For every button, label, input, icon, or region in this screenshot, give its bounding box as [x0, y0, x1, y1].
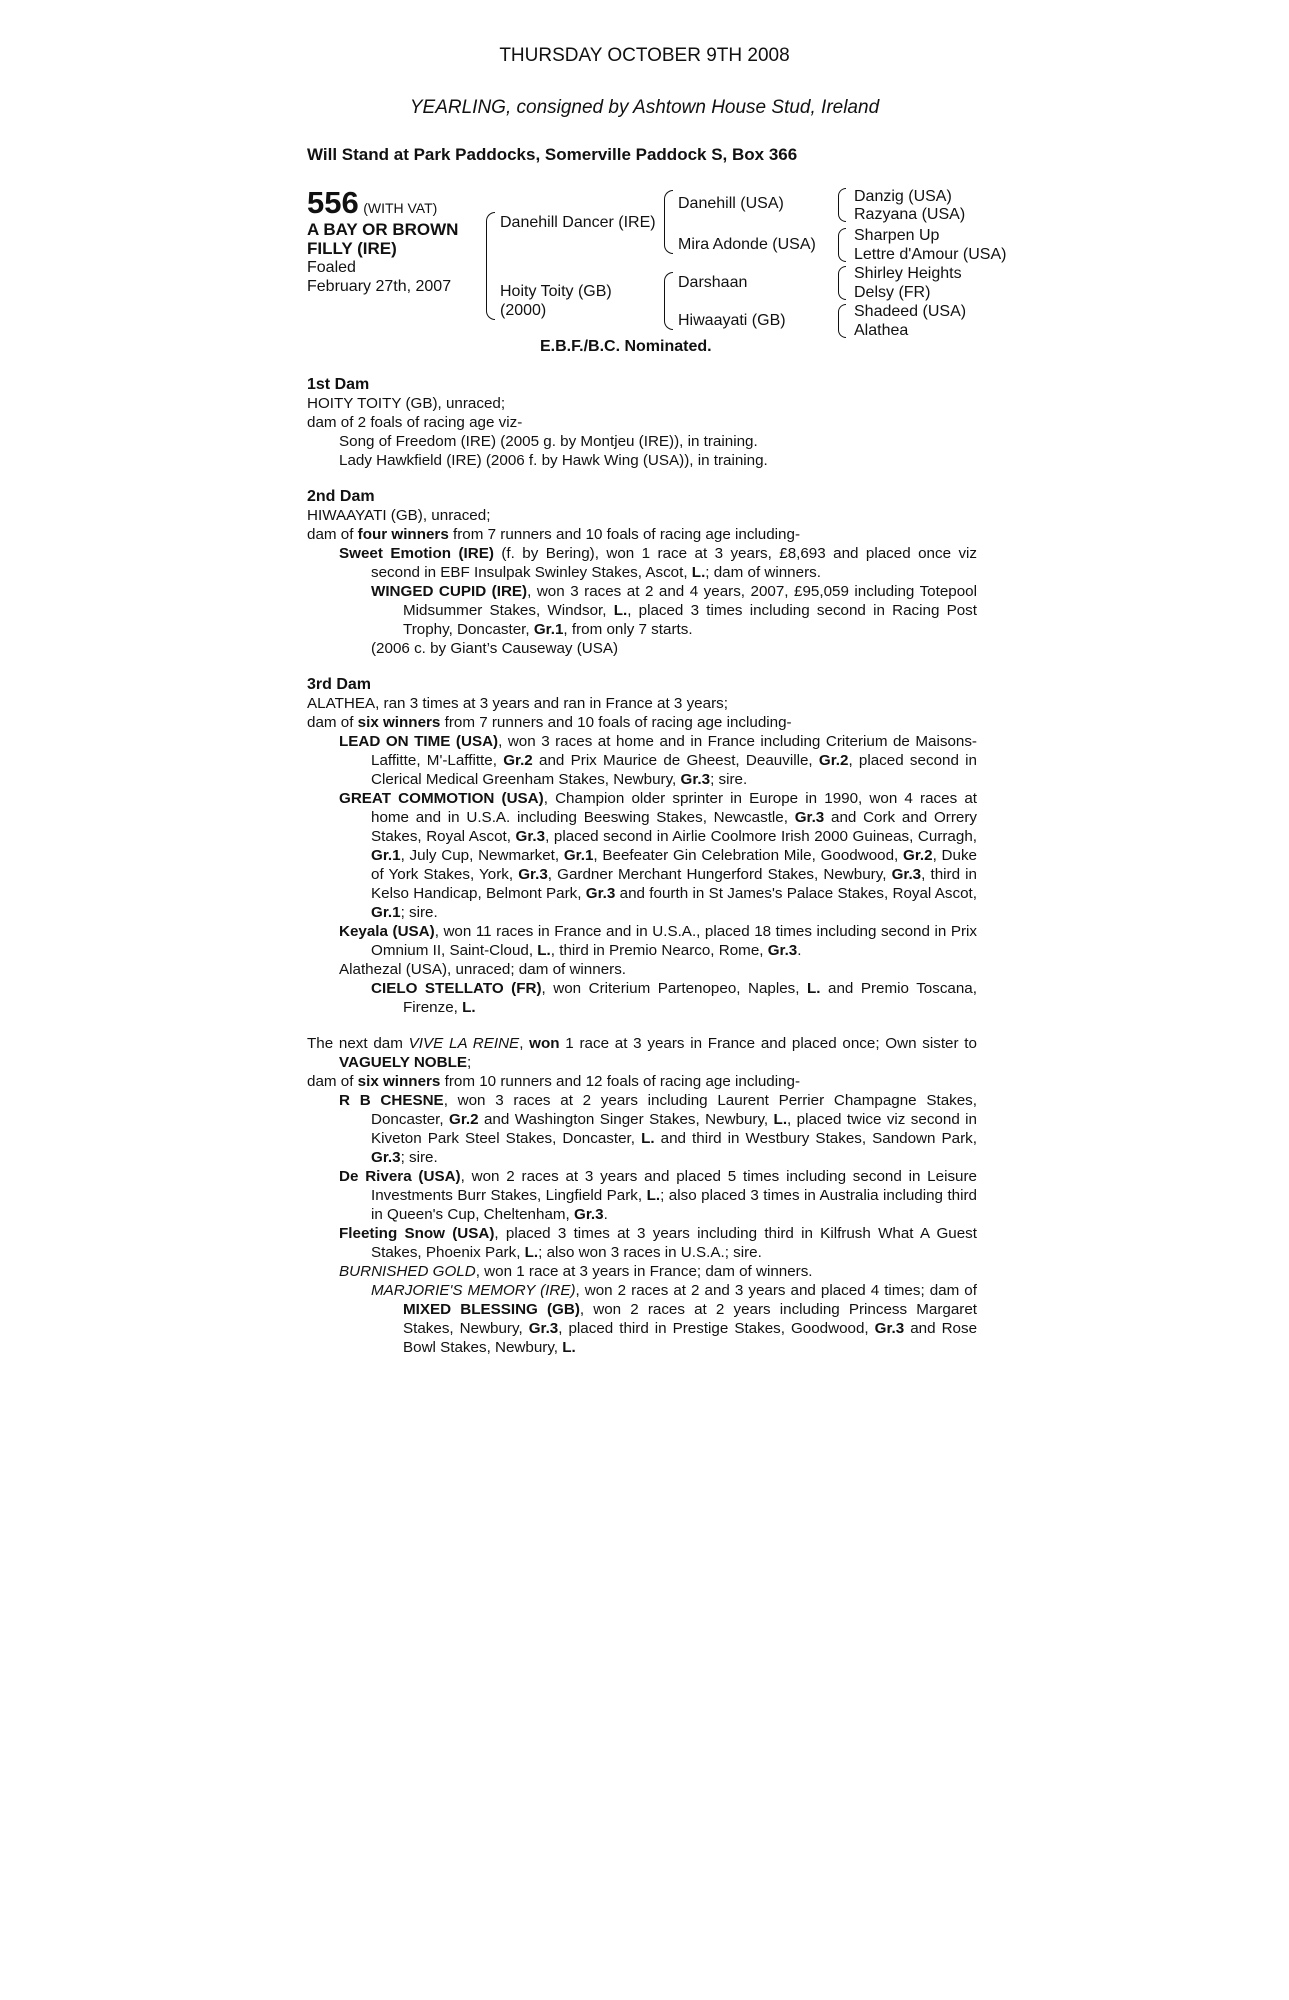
- consignment-line: YEARLING, consigned by Ashtown House Stud, Ireland: [409, 97, 880, 118]
- foal-entry: Lady Hawkfield (IRE) (2006 f. by Hawk Wing (USA)), in training.: [339, 452, 768, 469]
- third-dam-name: ALATHEA, ran 3 times at 3 years and ran in France at 3 years;: [307, 695, 728, 712]
- produce-entry: De Rivera (USA), won 2 races at 3 years and placed 5 times including second in Leisure Investments Burr Stakes, Lingfield Park, L.; also placed 3 times in Australia including third in Queen's Cup, Cheltenham, Gr.3.: [339, 1168, 978, 1223]
- produce-entry: BURNISHED GOLD, won 1 race at 3 years in France; dam of winners.: [339, 1263, 813, 1280]
- pedigree-brace: [664, 272, 673, 330]
- produce-entry: LEAD ON TIME (USA), won 3 races at home and in France including Criterium de Maisons-Laffitte, M'-Laffitte, Gr.2 and Prix Maurice de Gheest, Deauville, Gr.2, placed second in Clerical Medical Greenham Stakes, Newbury, Gr.3; sire.: [339, 733, 977, 788]
- dam-name: Hoity Toity (GB): [500, 283, 612, 300]
- produce-record: [307, 375, 977, 1357]
- lot-name-line1: A BAY OR BROWN: [307, 220, 459, 239]
- second-dam-summary: dam of four winners from 7 runners and 10 foals of racing age including-: [307, 526, 801, 543]
- pedigree-brace: [838, 188, 846, 222]
- second-dam-name: HIWAAYATI (GB), unraced;: [307, 507, 491, 524]
- next-dam-summary: dam of six winners from 10 runners and 12 foals of racing age including-: [307, 1073, 801, 1090]
- next-dam-line: The next dam VIVE LA REINE, won 1 race at 3 years in France and placed once; Own sister to VAGUELY NOBLE;: [307, 1035, 977, 1071]
- produce-entry: (2006 c. by Giant’s Causeway (USA): [371, 640, 619, 657]
- foaled-label: Foaled: [307, 259, 356, 276]
- gen3-8: Alathea: [854, 322, 909, 339]
- pedigree-brace: [664, 190, 673, 254]
- lot-number: 556: [307, 185, 359, 220]
- sire-sire: Danehill (USA): [678, 195, 784, 212]
- produce-entry: Fleeting Snow (USA), placed 3 times at 3 years including third in Kilfrush What A Guest Stakes, Phoenix Park, L.; also won 3 races in U.S.A.; sire.: [339, 1225, 977, 1261]
- produce-entry: MARJORIE'S MEMORY (IRE), won 2 races at 2 and 3 years and placed 4 times; dam of MIXED BLESSING (GB), won 2 races at 2 years including Princess Margaret Stakes, Newbury, Gr.3, placed third in Prestige Stakes, Goodwood, Gr.3 and Rose Bowl Stakes, Newbury, L.: [371, 1282, 978, 1356]
- gen3-5: Shirley Heights: [854, 265, 962, 282]
- first-dam-name: HOITY TOITY (GB), unraced;: [307, 395, 506, 412]
- sire-name: Danehill Dancer (IRE): [500, 214, 656, 231]
- sire-dam: Mira Adonde (USA): [678, 236, 816, 253]
- dam-sire: Darshaan: [678, 274, 748, 291]
- first-dam-foals: dam of 2 foals of racing age viz-: [307, 414, 523, 431]
- pedigree-brace: [838, 228, 846, 262]
- produce-entry: GREAT COMMOTION (USA), Champion older sprinter in Europe in 1990, won 4 races at home and in U.S.A. including Beeswing Stakes, Newcastle, Gr.3 and Cork and Orrery Stakes, Royal Ascot, Gr.3, placed second in Airlie Coolmore Irish 2000 Guineas, Curragh, Gr.1, July Cup, Newmarket, Gr.1, Beefeater Gin Celebration Mile, Goodwood, Gr.2, Duke of York Stakes, York, Gr.3, Gardner Merchant Hungerford Stakes, Newbury, Gr.3, third in Kelso Handicap, Belmont Park, Gr.3 and fourth in St James's Palace Stakes, Royal Ascot, Gr.1; sire.: [339, 790, 977, 921]
- gen3-7: Shadeed (USA): [854, 303, 967, 320]
- produce-entry: CIELO STELLATO (FR), won Criterium Partenopeo, Naples, L. and Premio Toscana, Firenze, L.: [371, 980, 977, 1016]
- foaled-date: February 27th, 2007: [307, 278, 452, 295]
- lot-name-line2: FILLY (IRE): [307, 239, 397, 258]
- second-dam-heading: 2nd Dam: [307, 488, 375, 505]
- vat-note: (WITH VAT): [363, 200, 438, 216]
- produce-entry: WINGED CUPID (IRE), won 3 races at 2 and 4 years, 2007, £95,059 including Totepool Midsummer Stakes, Windsor, L., placed 3 times including second in Racing Post Trophy, Doncaster, Gr.1, from only 7 starts.: [371, 583, 978, 638]
- stand-location: Will Stand at Park Paddocks, Somerville Paddock S, Box 366: [307, 145, 798, 164]
- third-dam-heading: 3rd Dam: [307, 676, 372, 693]
- produce-entry: R B CHESNE, won 3 races at 2 years including Laurent Perrier Champagne Stakes, Doncaster, Gr.2 and Washington Singer Stakes, Newbury, L., placed twice viz second in Kiveton Park Steel Stakes, Doncaster, L. and third in Westbury Stakes, Sandown Park, Gr.3; sire.: [339, 1092, 977, 1166]
- pedigree-brace: [838, 304, 846, 338]
- produce-entry: Alathezal (USA), unraced; dam of winners.: [339, 961, 627, 978]
- dam-dam: Hiwaayati (GB): [678, 312, 786, 329]
- ebf-nomination: E.B.F./B.C. Nominated.: [540, 338, 712, 355]
- lot-info: [307, 186, 458, 296]
- third-dam-summary: dam of six winners from 7 runners and 10 foals of racing age including-: [307, 714, 792, 731]
- produce-entry: Sweet Emotion (IRE) (f. by Bering), won 1 race at 3 years, £8,693 and placed once viz second in EBF Insulpak Swinley Stakes, Ascot, L.; dam of winners.: [339, 545, 978, 581]
- pedigree-brace: [486, 212, 495, 320]
- dam-year: (2000): [500, 302, 547, 319]
- produce-entry: Keyala (USA), won 11 races in France and in U.S.A., placed 18 times including second in Prix Omnium II, Saint-Cloud, L., third in Premio Nearco, Rome, Gr.3.: [339, 923, 978, 959]
- first-dam-heading: 1st Dam: [307, 376, 370, 393]
- pedigree-brace: [838, 266, 846, 300]
- foal-entry: Song of Freedom (IRE) (2005 g. by Montjeu (IRE)), in training.: [339, 433, 758, 450]
- gen3-3: Sharpen Up: [854, 227, 940, 244]
- gen3-6: Delsy (FR): [854, 284, 931, 301]
- gen3-2: Razyana (USA): [854, 206, 966, 223]
- gen3-1: Danzig (USA): [854, 188, 952, 205]
- gen3-4: Lettre d'Amour (USA): [854, 246, 1007, 263]
- sale-date: THURSDAY OCTOBER 9TH 2008: [499, 45, 790, 66]
